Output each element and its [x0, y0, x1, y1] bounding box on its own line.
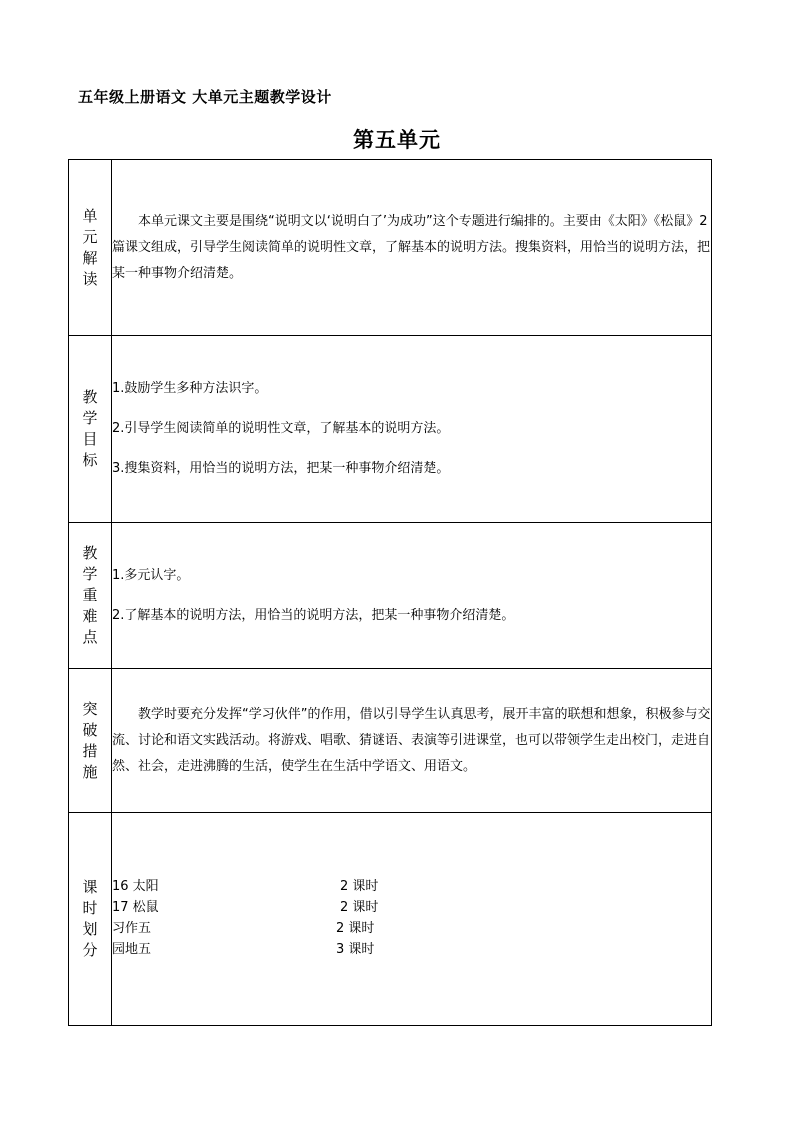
- goal-item: 3.搜集资料，用恰当的说明方法，把某一种事物介绍清楚。: [112, 461, 450, 476]
- goal-item: 2.引导学生阅读简单的说明性文章，了解基本的说明方法。: [112, 421, 450, 436]
- difficulty-item: 1.多元认字。: [112, 567, 190, 583]
- content-class-hours: [112, 813, 712, 1026]
- unit-plan-table: [68, 159, 712, 1026]
- label-class-hours: 课时划分: [69, 813, 112, 1026]
- schedule-row: [112, 898, 711, 919]
- label-key-difficulties: 教学重难点: [69, 523, 112, 669]
- difficulty-item: 2.了解基本的说明方法，用恰当的说明方法，把某一种事物介绍清楚。: [112, 607, 515, 623]
- lesson-name: 习作五: [112, 921, 152, 936]
- unit-interpretation-text: 本单元课文主要是围绕“说明文以‘说明白了’为成功”这个专题进行编排的。主要由《太阳》《松鼠》2篇课文组成，引导学生阅读简单的说明性文章，了解基本的说明方法。搜集资料，用恰当的说明方法，把某一种事物介绍清楚。: [112, 213, 711, 281]
- content-breakthrough-measures: [112, 669, 712, 813]
- content-unit-interpretation: [112, 160, 712, 336]
- breakthrough-measures-text: 教学时要充分发挥“学习伙伴”的作用，借以引导学生认真思考，展开丰富的联想和想象，积极参与交流、讨论和语文实践活动。将游戏、唱歌、猜谜语、表演等引进课堂，也可以带领学生走出校门，走进自然、社会，走进沸腾的生活，使学生在生活中学语文、用语文。: [112, 706, 711, 774]
- document-title: 第五单元: [353, 128, 441, 152]
- row-teaching-goals: [69, 336, 712, 523]
- lesson-hours: 2 课时: [340, 879, 379, 894]
- schedule-row: [112, 940, 711, 961]
- content-key-difficulties: [112, 523, 712, 669]
- lesson-hours: 2 课时: [340, 900, 379, 915]
- lesson-name: 16 太阳: [112, 879, 159, 894]
- lesson-name: 17 松鼠: [112, 900, 159, 915]
- schedule-row: [112, 919, 711, 940]
- lesson-hours: 2 课时: [336, 921, 375, 936]
- label-breakthrough-measures: 突破措施: [69, 669, 112, 813]
- lesson-hours: 3 课时: [336, 942, 375, 957]
- row-breakthrough-measures: [69, 669, 712, 813]
- schedule-row: [112, 877, 711, 898]
- document-subtitle: 五年级上册语文 大单元主题教学设计: [78, 88, 332, 106]
- row-class-hours: [69, 813, 712, 1026]
- content-teaching-goals: [112, 336, 712, 523]
- row-key-difficulties: [69, 523, 712, 669]
- label-teaching-goals: 教学目标: [69, 336, 112, 523]
- label-unit-interpretation: 单元解读: [69, 160, 112, 336]
- row-unit-interpretation: [69, 160, 712, 336]
- lesson-name: 园地五: [112, 942, 152, 957]
- goal-item: 1.鼓励学生多种方法识字。: [112, 381, 268, 396]
